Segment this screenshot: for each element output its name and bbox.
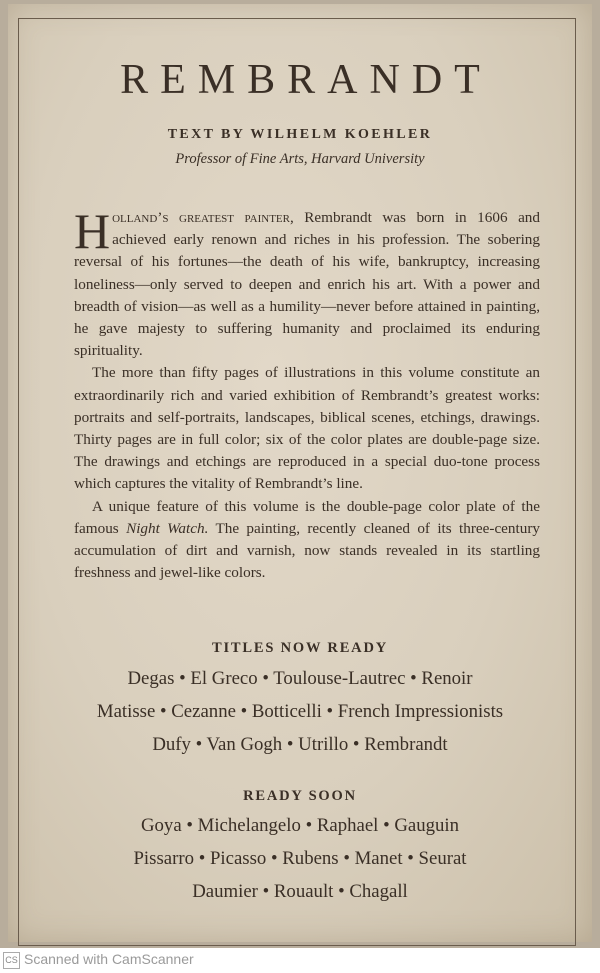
scanner-footer — [0, 948, 600, 973]
paragraph-3 — [74, 496, 540, 585]
ready-soon-line-1: Goya • Michelangelo • Raphael • Gauguin — [140, 815, 460, 836]
titles-now-ready-line-3: Dufy • Van Gogh • Utrillo • Rembrandt — [152, 734, 448, 755]
description-body — [74, 203, 540, 584]
paragraph-2: The more than fifty pages of illustrations in this volume constitute an extraordinarily rich and varied exhibition of Rembrandt’s greatest works: portraits and self-portraits, landscapes, biblical scenes, etchings, drawings. Thirty pages are in full color; six of the color plates are double-page size. The drawings and etchings are reproduced in a special duo-tone process which captures the vitality of Rembrandt’s line. — [74, 364, 540, 493]
drop-cap: H — [74, 203, 111, 259]
paragraph-3-before: A unique feature of this volume is the double-page color plate of the famous — [74, 497, 540, 537]
titles-now-ready-line-1: Degas • El Greco • Toulouse-Lautrec • Renoir — [127, 668, 473, 689]
titles-now-ready-line-2: Matisse • Cezanne • Botticelli • French Impressionists — [96, 701, 504, 722]
paragraph-1-lead: olland’s greatest painter — [112, 209, 290, 226]
ready-soon-line-3: Daumier • Rouault • Chagall — [192, 881, 408, 902]
paragraph-3-after: The painting, recently cleaned of its three-century accumulation of dirt and varnish, now stands revealed in its startling freshness and jewel-like colors. — [74, 519, 540, 582]
ready-soon-heading: READY SOON — [243, 788, 357, 804]
author-affiliation: Professor of Fine Arts, Harvard University — [175, 151, 425, 167]
book-title: REMBRANDT — [120, 57, 492, 103]
paragraph-1-text: , Rembrandt was born in 1606 and achieved early renown and riches in his profession. The sobering reversal of his fortunes—the death of his wife, bankruptcy, increasing loneliness—only served to deepen and enrich his art. With a power and breadth of vision—as well as a humility—never before attained in painting, he gave majesty to suffering humanity and proclaimed its enduring spirituality. — [74, 209, 540, 360]
night-watch-title: Night Watch. — [126, 519, 209, 537]
camscanner-logo-icon: CS — [3, 952, 20, 969]
scanner-watermark-text: Scanned with CamScanner — [24, 951, 194, 967]
paragraph-1 — [74, 203, 540, 362]
ready-soon-line-2: Pissarro • Picasso • Rubens • Manet • Seurat — [133, 848, 467, 869]
author-byline: TEXT BY WILHELM KOEHLER — [167, 127, 433, 142]
titles-now-ready-heading: TITLES NOW READY — [212, 640, 388, 656]
